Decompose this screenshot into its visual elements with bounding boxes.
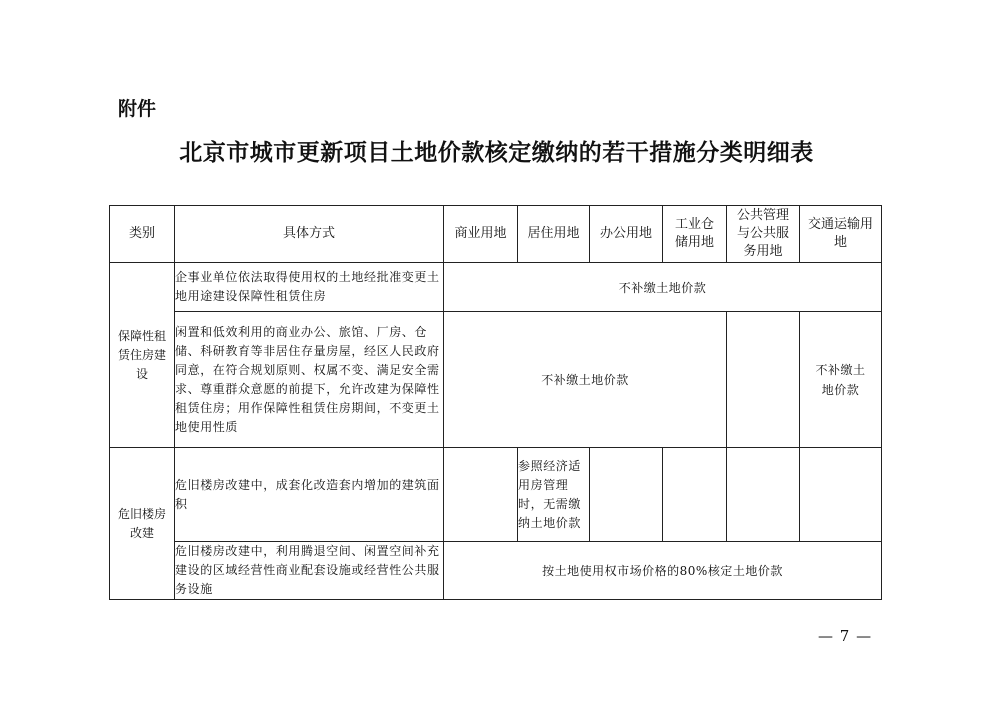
page-title: 北京市城市更新项目土地价款核定缴纳的若干措施分类明细表	[179, 139, 814, 166]
method-cell: 企事业单位依法取得使用权的土地经批准变更土地用途建设保障性租赁住房	[175, 263, 444, 312]
office-cell-empty	[590, 448, 663, 542]
header-method: 具体方式	[175, 206, 444, 263]
merged-value-cell: 不补缴土地价款	[444, 263, 882, 312]
transport-value-cell: 不补缴土地价款	[800, 312, 882, 448]
classification-table	[109, 205, 882, 600]
header-public: 公共管理与公共服务用地	[727, 206, 800, 263]
page-number: — 7 —	[818, 627, 873, 645]
method-cell: 闲置和低效利用的商业办公、旅馆、厂房、仓储、科研教育等非居住存量房屋，经区人民政府同意，在符合规划原则、权属不变、满足安全需求、尊重群众意愿的前提下，允许改建为保障性租赁住房；用作保障性租赁住房期间，不变更土地使用性质	[175, 312, 444, 448]
merged-value-cell: 按土地使用权市场价格的80%核定土地价款	[444, 542, 882, 600]
merged-value-cell: 不补缴土地价款	[444, 312, 727, 448]
commercial-cell-empty	[444, 448, 518, 542]
header-office: 办公用地	[590, 206, 663, 263]
table-row	[110, 263, 882, 312]
table-row	[110, 542, 882, 600]
category-cell: 危旧楼房改建	[110, 448, 175, 600]
header-residential: 居住用地	[518, 206, 590, 263]
table-row	[110, 448, 882, 542]
header-industrial: 工业仓储用地	[663, 206, 727, 263]
industrial-cell-empty	[663, 448, 727, 542]
header-row	[110, 206, 882, 263]
header-commercial: 商业用地	[444, 206, 518, 263]
public-cell-empty	[727, 312, 800, 448]
method-cell: 危旧楼房改建中，成套化改造套内增加的建筑面积	[175, 448, 444, 542]
attachment-label: 附件	[118, 98, 157, 120]
table-row	[110, 312, 882, 448]
residential-value-cell: 参照经济适用房管理时，无需缴纳土地价款	[518, 448, 590, 542]
category-cell: 保障性租赁住房建设	[110, 263, 175, 448]
header-transport: 交通运输用地	[800, 206, 882, 263]
public-cell-empty	[727, 448, 800, 542]
transport-cell-empty	[800, 448, 882, 542]
header-category: 类别	[110, 206, 175, 263]
method-cell: 危旧楼房改建中，利用腾退空间、闲置空间补充建设的区域经营性商业配套设施或经营性公共服务设施	[175, 542, 444, 600]
